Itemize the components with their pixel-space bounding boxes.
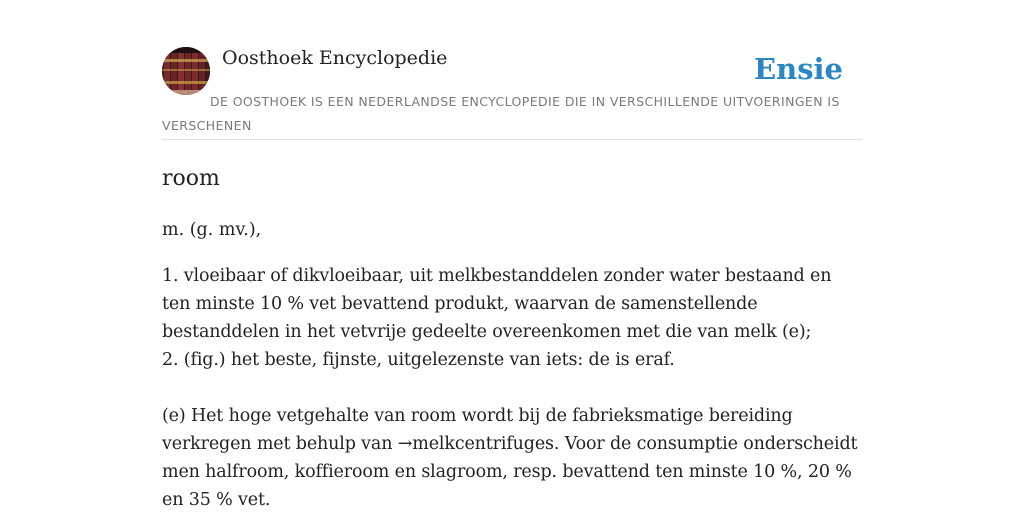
article	[162, 160, 862, 512]
explanatory-note	[162, 402, 862, 512]
note-text-after: . Voor de consumptie onderscheidt men halfroom, koffieroom en slagroom, resp. bevattend ten minste 10 %, 20 % en 35 % vet.	[162, 434, 858, 510]
article-headword: room	[162, 166, 220, 191]
definition-sense-2: 2. (fig.) het beste, fijnste, uitgelezenste van iets: de is eraf.	[162, 350, 675, 370]
definition-sense-1: 1. vloeibaar of dikvloeibaar, uit melkbestanddelen zonder water bestaand en ten minste 10 % vet bevattend produkt, waarvan de samenstellende bestanddelen in het vetvrije gedeelte overeenkomen met die van melk (e);	[162, 266, 832, 342]
note-text-before: (e) Het hoge vetgehalte van room wordt bij de fabrieksmatige bereiding verkregen met behulp van	[162, 406, 793, 454]
grammar-info: m. (g. mv.),	[162, 220, 262, 240]
site-tagline: DE OOSTHOEK IS EEN NEDERLANDSE ENCYCLOPEDIE DIE IN VERSCHILLENDE UITVOERINGEN IS VERSCHENEN	[162, 94, 840, 133]
definition-senses	[162, 262, 862, 374]
site-header	[162, 46, 862, 140]
site-title[interactable]: Oosthoek Encyclopedie	[222, 47, 448, 69]
ensie-logo-link[interactable]: Ensie	[754, 52, 843, 86]
encyclopedia-books-image	[162, 47, 210, 95]
melkcentrifuges-link[interactable]: →melkcentrifuges	[397, 434, 554, 454]
encyclopedia-books-icon[interactable]	[162, 47, 210, 95]
